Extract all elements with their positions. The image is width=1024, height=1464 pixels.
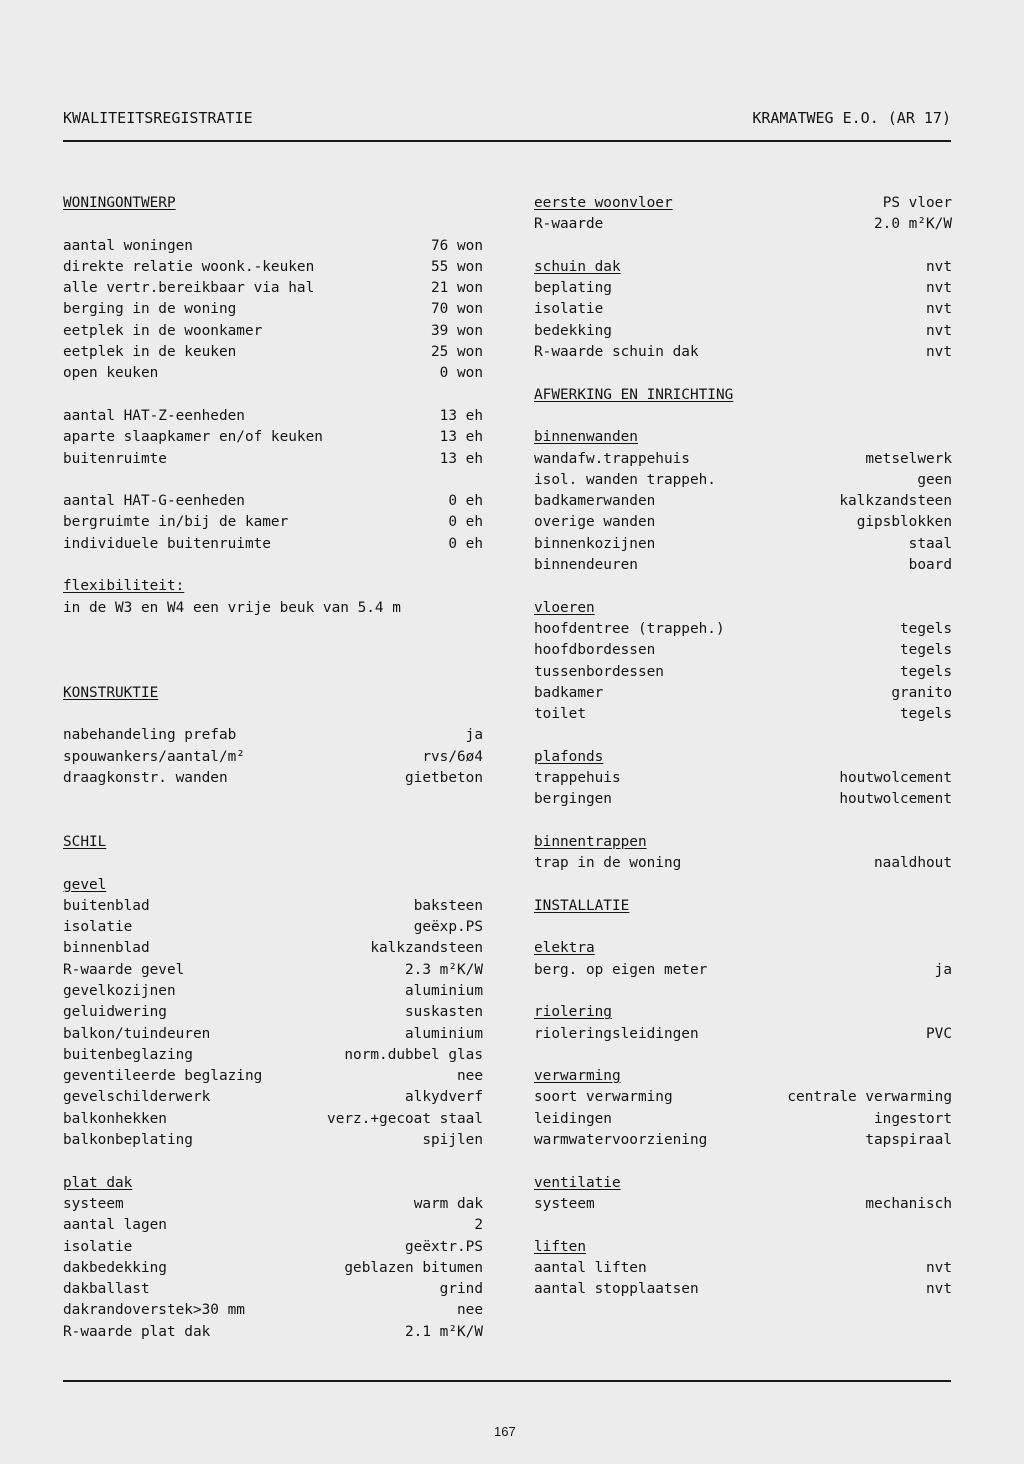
row-label: geluidwering <box>63 1004 167 1021</box>
row-value: nvt <box>926 301 952 318</box>
section-afwerking-en-inrichting: AFWERKING EN INRICHTING <box>534 386 734 403</box>
row-label: aantal stopplaatsen <box>534 1281 699 1298</box>
footer-rule <box>63 1380 951 1382</box>
row-value: geen <box>917 471 952 488</box>
subsection-ventilatie: ventilatie <box>534 1174 621 1191</box>
subsection-binnenwanden: binnenwanden <box>534 429 638 446</box>
row-value: centrale verwarming <box>787 1089 952 1106</box>
row-value: 39 won <box>431 322 483 339</box>
row-value: tapspiraal <box>865 1132 952 1149</box>
row-label: berging in de woning <box>63 301 237 318</box>
row-value: 21 won <box>431 280 483 297</box>
row-label: eetplek in de keuken <box>63 344 237 361</box>
row-value: nvt <box>926 258 952 275</box>
row-label: balkonhekken <box>63 1110 167 1127</box>
row-label: dakrandoverstek>30 mm <box>63 1302 245 1319</box>
row-value: houtwolcement <box>839 770 952 787</box>
row-label: isolatie <box>534 301 604 318</box>
row-value: nvt <box>926 344 952 361</box>
row-value: geëxp.PS <box>413 919 483 936</box>
row-value: geblazen bitumen <box>344 1259 483 1276</box>
row-value: alkydverf <box>405 1089 483 1106</box>
subsection-schuin-dak: schuin dak <box>534 258 621 275</box>
row-value: 0 eh <box>448 493 483 510</box>
row-label: eetplek in de woonkamer <box>63 322 263 339</box>
subsection-gevel: gevel <box>63 876 107 893</box>
row-label: open keuken <box>63 365 159 382</box>
row-label: aantal woningen <box>63 237 193 254</box>
row-label: gevelschilderwerk <box>63 1089 211 1106</box>
row-value: 2.3 m²K/W <box>405 961 483 978</box>
row-value: spijlen <box>422 1132 483 1149</box>
flexibiliteit-text: in de W3 en W4 een vrije beuk van 5.4 m <box>63 599 401 616</box>
row-label: hoofdbordessen <box>534 642 656 659</box>
row-value: tegels <box>900 620 952 637</box>
row-value: 0 eh <box>448 535 483 552</box>
row-value: 13 eh <box>439 429 483 446</box>
header-project: KRAMATWEG E.O. (AR 17) <box>752 109 951 127</box>
row-value: ja <box>934 961 952 978</box>
page-number: 167 <box>494 1424 516 1439</box>
row-value: 0 eh <box>448 514 483 531</box>
row-label: tussenbordessen <box>534 663 664 680</box>
row-label: individuele buitenruimte <box>63 535 271 552</box>
row-value: PVC <box>926 1025 952 1042</box>
row-label: berg. op eigen meter <box>534 961 708 978</box>
row-label: aantal liften <box>534 1259 647 1276</box>
row-label: soort verwarming <box>534 1089 673 1106</box>
row-label: R-waarde gevel <box>63 961 185 978</box>
row-label: aantal HAT-G-eenheden <box>63 493 245 510</box>
row-value: suskasten <box>405 1004 483 1021</box>
row-value: nvt <box>926 322 952 339</box>
row-value: 70 won <box>431 301 483 318</box>
row-label: isol. wanden trappeh. <box>534 471 716 488</box>
row-label: binnenblad <box>63 940 150 957</box>
header-title: KWALITEITSREGISTRATIE <box>63 109 253 127</box>
row-value: PS vloer <box>882 195 952 211</box>
row-label: isolatie <box>63 1238 133 1255</box>
row-value: baksteen <box>413 897 483 914</box>
row-label: binnendeuren <box>534 557 638 574</box>
row-label: buitenruimte <box>63 450 167 467</box>
row-label: R-waarde schuin dak <box>534 344 699 361</box>
row-value: gietbeton <box>405 770 483 787</box>
row-value: staal <box>908 535 952 552</box>
row-label: beplating <box>534 280 612 297</box>
row-value: tegels <box>900 706 952 723</box>
row-label: draagkonstr. wanden <box>63 770 228 787</box>
row-value: geëxtr.PS <box>405 1238 483 1255</box>
row-value: 2 <box>474 1217 483 1234</box>
row-label: badkamer <box>534 684 604 701</box>
row-value: naaldhout <box>874 855 952 872</box>
row-value: gipsblokken <box>856 514 952 531</box>
row-value: aluminium <box>405 1025 483 1042</box>
row-value: 13 eh <box>439 407 483 424</box>
subsection-vloeren: vloeren <box>534 599 595 616</box>
row-label: dakbedekking <box>63 1259 167 1276</box>
section-konstruktie: KONSTRUKTIE <box>63 684 159 701</box>
row-label: nabehandeling prefab <box>63 727 237 744</box>
row-value: granito <box>891 684 952 701</box>
row-value: 76 won <box>431 237 483 254</box>
subsection-liften: liften <box>534 1238 586 1255</box>
row-value: tegels <box>900 663 952 680</box>
row-value: houtwolcement <box>839 791 952 808</box>
row-label: toilet <box>534 706 586 723</box>
row-value: board <box>908 557 952 574</box>
subsection-elektra: elektra <box>534 940 595 957</box>
row-value: 55 won <box>431 258 483 275</box>
row-label: aantal HAT-Z-eenheden <box>63 407 245 424</box>
header-rule <box>63 140 951 142</box>
row-label: wandafw.trappehuis <box>534 450 690 467</box>
row-label: rioleringsleidingen <box>534 1025 699 1042</box>
row-value: ja <box>465 727 483 744</box>
row-label: hoofdentree (trappeh.) <box>534 620 725 637</box>
row-label: balkonbeplating <box>63 1132 193 1149</box>
row-value: nee <box>457 1302 483 1319</box>
row-label: leidingen <box>534 1110 612 1127</box>
row-value: nvt <box>926 280 952 297</box>
row-label: dakballast <box>63 1281 150 1298</box>
row-label: trap in de woning <box>534 855 682 872</box>
row-value: 13 eh <box>439 450 483 467</box>
row-label: binnenkozijnen <box>534 535 656 552</box>
row-label: bergingen <box>534 791 612 808</box>
row-value: kalkzandsteen <box>839 493 952 510</box>
row-value: nvt <box>926 1259 952 1276</box>
row-label: bergruimte in/bij de kamer <box>63 514 289 531</box>
row-value: warm dak <box>413 1195 483 1212</box>
row-label: badkamerwanden <box>534 493 656 510</box>
row-value: metselwerk <box>865 450 952 467</box>
row-label: spouwankers/aantal/m² <box>63 748 245 765</box>
row-value: rvs/6ø4 <box>422 748 483 765</box>
row-label: warmwatervoorziening <box>534 1132 708 1149</box>
row-value: verz.+gecoat staal <box>327 1110 483 1127</box>
row-value: 2.0 m²K/W <box>874 216 952 233</box>
row-label: R-waarde <box>534 216 604 233</box>
row-value: 2.1 m²K/W <box>405 1323 483 1340</box>
row-value: tegels <box>900 642 952 659</box>
subsection-eerste-woonvloer: eerste woonvloer <box>534 195 673 211</box>
row-label: direkte relatie woonk.-keuken <box>63 258 315 275</box>
row-value: nee <box>457 1068 483 1085</box>
row-label: geventileerde beglazing <box>63 1068 263 1085</box>
row-value: mechanisch <box>865 1195 952 1212</box>
row-label: overige wanden <box>534 514 656 531</box>
row-label: systeem <box>63 1195 124 1212</box>
row-label: bedekking <box>534 322 612 339</box>
row-value: ingestort <box>874 1110 952 1127</box>
subsection-riolering: riolering <box>534 1004 612 1021</box>
row-value: kalkzandsteen <box>370 940 483 957</box>
row-label: R-waarde plat dak <box>63 1323 211 1340</box>
row-label: aantal lagen <box>63 1217 167 1234</box>
row-label: buitenbeglazing <box>63 1046 193 1063</box>
row-value: aluminium <box>405 982 483 999</box>
row-label: systeem <box>534 1195 595 1212</box>
row-value: 25 won <box>431 344 483 361</box>
row-value: nvt <box>926 1281 952 1298</box>
subsection-plat-dak: plat dak <box>63 1174 133 1191</box>
row-label: trappehuis <box>534 770 621 787</box>
row-label: isolatie <box>63 919 133 936</box>
row-label: gevelkozijnen <box>63 982 176 999</box>
row-value: grind <box>439 1281 483 1298</box>
row-label: balkon/tuindeuren <box>63 1025 211 1042</box>
section-woningontwerp: WONINGONTWERP <box>63 195 176 211</box>
section-installatie: INSTALLATIE <box>534 897 630 914</box>
row-label: aparte slaapkamer en/of keuken <box>63 429 323 446</box>
section-schil: SCHIL <box>63 833 107 850</box>
row-value: norm.dubbel glas <box>344 1046 483 1063</box>
row-label: alle vertr.bereikbaar via hal <box>63 280 315 297</box>
subsection-plafonds: plafonds <box>534 748 604 765</box>
row-value: 0 won <box>439 365 483 382</box>
left-column <box>63 193 483 1343</box>
subsection-verwarming: verwarming <box>534 1068 621 1085</box>
subsection-binnentrappen: binnentrappen <box>534 833 647 850</box>
right-column <box>534 193 952 1300</box>
row-label: buitenblad <box>63 897 150 914</box>
section-flexibiliteit: flexibiliteit: <box>63 578 185 595</box>
